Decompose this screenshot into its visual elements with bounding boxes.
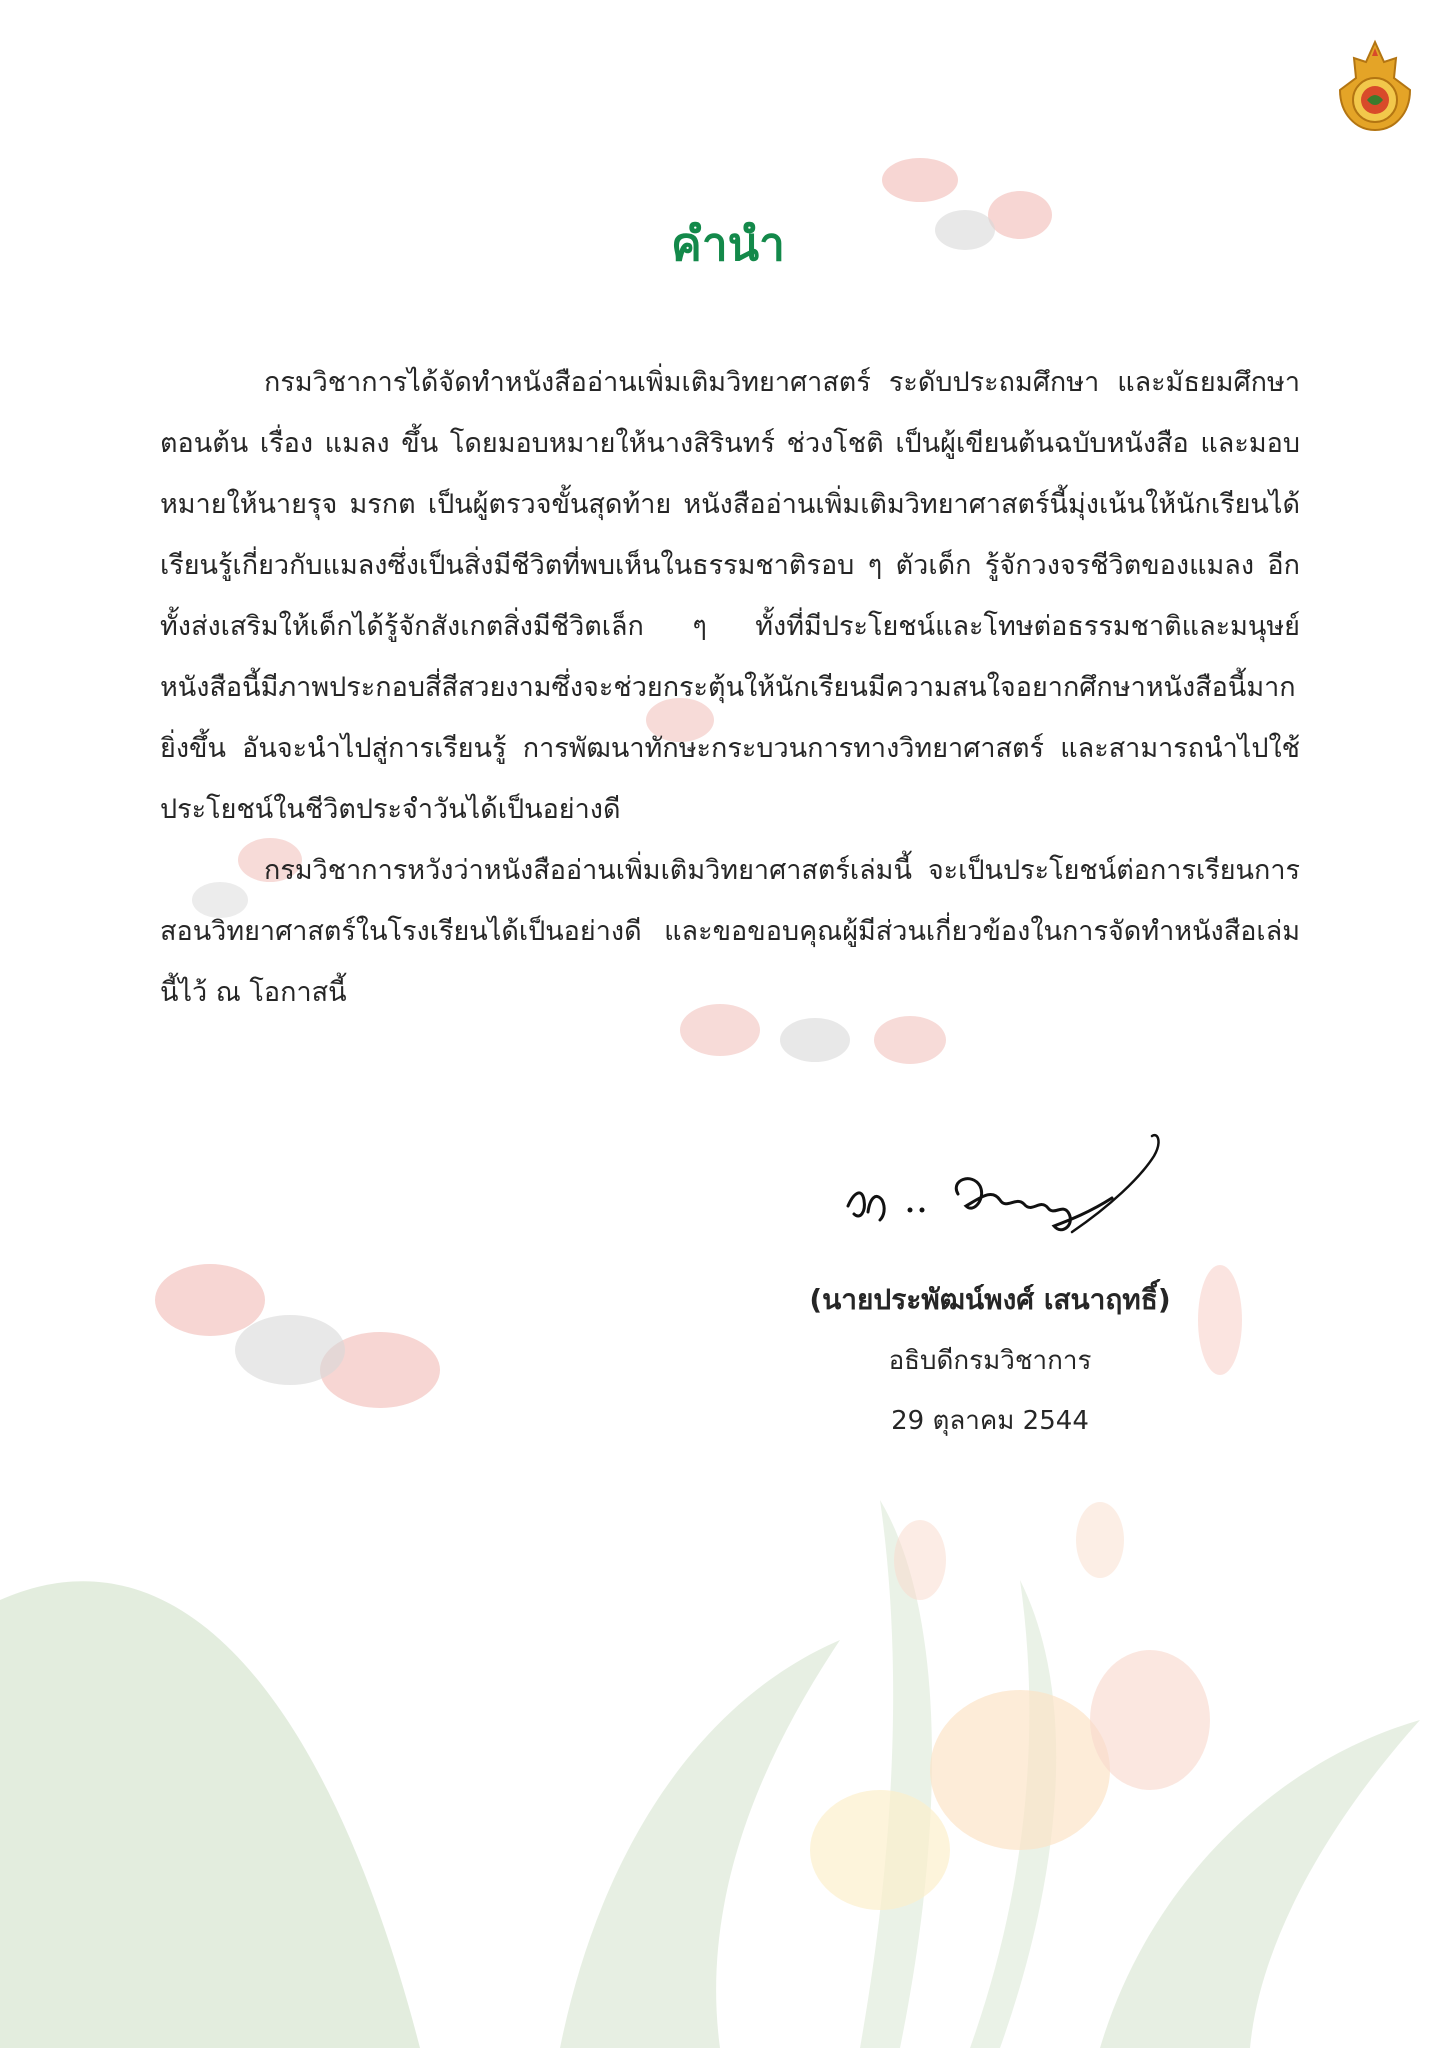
signature-mark [840, 1128, 1200, 1238]
leaf-shapes [0, 1500, 1420, 2048]
paragraph: กรมวิชาการหวังว่าหนังสืออ่านเพิ่มเติมวิทยาศาสตร์เล่มนี้ จะเป็นประโยชน์ต่อการเรียนการสอนวิทยาศาสตร์ในโรงเรียนได้เป็นอย่างดี และขอขอบคุณผู้มีส่วนเกี่ยวข้องในการจัดทำหนังสือเล่มนี้ไว้ ณ โอกาสนี้ [160, 855, 1300, 1008]
foreword-body [160, 352, 1300, 1023]
page-title: คำนำ [671, 217, 785, 271]
signature-date: 29 ตุลาคม 2544 [891, 1406, 1089, 1436]
signer-position: อธิบดีกรมวิชาการ [888, 1346, 1092, 1376]
paragraph: กรมวิชาการได้จัดทำหนังสืออ่านเพิ่มเติมวิทยาศาสตร์ ระดับประถมศึกษา และมัธยมศึกษาตอนต้น เรื่อง แมลง ขึ้น โดยมอบหมายให้นางสิรินทร์ ช่วงโชติ เป็นผู้เขียนต้นฉบับหนังสือ และมอบหมายให้นายรุจ มรกต เป็นผู้ตรวจขั้นสุดท้าย หนังสืออ่านเพิ่มเติมวิทยาศาสตร์นี้มุ่งเน้นให้นักเรียนได้เรียนรู้เกี่ยวกับแมลงซึ่งเป็นสิ่งมีชีวิตที่พบเห็นในธรรมชาติรอบ ๆ ตัวเด็ก รู้จักวงจรชีวิตของแมลง อีกทั้งส่งเสริมให้เด็กได้รู้จักสังเกตสิ่งมีชีวิตเล็ก ๆ ทั้งที่มีประโยชน์และโทษต่อธรรมชาติและมนุษย์ หนังสือนี้มีภาพประกอบสี่สีสวยงามซึ่งจะช่วยกระตุ้นให้นักเรียนมีความสนใจอยากศึกษาหนังสือนี้มากยิ่งขึ้น อันจะนำไปสู่การเรียนรู้ การพัฒนาทักษะกระบวนการทางวิทยาศาสตร์ และสามารถนำไปใช้ประโยชน์ในชีวิตประจำวันได้เป็นอย่างดี [160, 367, 1300, 825]
signer-name: (นายประพัฒน์พงศ์ เสนาฤทธิ์) [809, 1283, 1171, 1316]
department-emblem-icon [1336, 38, 1414, 134]
